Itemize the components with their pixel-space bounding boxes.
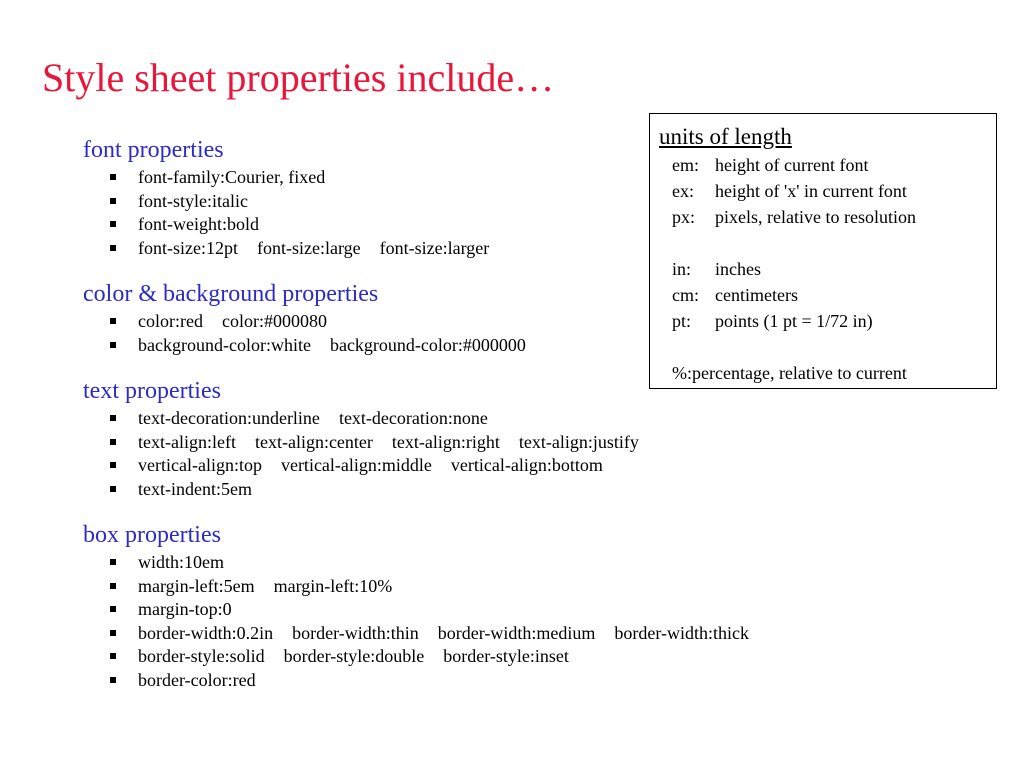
section-heading: text properties (83, 378, 221, 404)
property-value: text-decoration:none (338, 408, 488, 428)
unit-row (659, 204, 996, 230)
unit-abbreviation: cm: (672, 285, 699, 305)
unit-description: points (1 pt = 1/72 in) (715, 311, 873, 331)
property-value: text-align:right (391, 431, 500, 452)
unit-row (659, 256, 996, 282)
square-bullet-icon (110, 174, 116, 180)
square-bullet-icon (110, 439, 116, 445)
property-value: font-family:Courier, fixed (138, 167, 326, 187)
property-value: font-size:large (256, 237, 361, 258)
unit-description: centimeters (715, 285, 798, 305)
square-bullet-icon (110, 677, 116, 683)
square-bullet-icon (110, 486, 116, 492)
property-value: text-align:center (254, 431, 373, 452)
unit-abbreviation: pt: (672, 311, 692, 331)
property-value: text-align:justify (518, 431, 639, 452)
square-bullet-icon (110, 606, 116, 612)
unit-description: inches (715, 259, 761, 279)
property-value: border-style:double (283, 646, 425, 666)
unit-row (659, 282, 996, 308)
unit-abbreviation: ex: (672, 181, 694, 201)
unit-row (659, 308, 996, 334)
property-value: background-color:#000000 (329, 334, 526, 355)
list-item (83, 407, 903, 431)
list-item (83, 575, 903, 599)
square-bullet-icon (110, 653, 116, 659)
list-item (83, 669, 903, 693)
list-item (83, 431, 903, 455)
square-bullet-icon (110, 462, 116, 468)
unit-abbreviation: px: (672, 207, 696, 227)
units-of-length-box (649, 113, 997, 389)
square-bullet-icon (110, 221, 116, 227)
property-value: font-size:12pt (138, 237, 238, 258)
list-item (83, 598, 903, 622)
section-2 (83, 375, 903, 501)
property-value: text-align:left (138, 431, 236, 452)
property-value: border-width:thick (614, 622, 749, 643)
property-value: vertical-align:middle (280, 455, 432, 475)
list-item (83, 454, 903, 478)
unit-abbreviation: %: (672, 363, 692, 383)
unit-abbreviation: in: (672, 259, 692, 279)
unit-description: percentage, relative to current (692, 363, 907, 383)
list-item (83, 622, 903, 646)
property-value: background-color:white (138, 334, 311, 355)
bullet-list (83, 551, 903, 692)
section-3 (83, 519, 903, 692)
property-value: text-decoration:underline (138, 408, 320, 428)
unit-description: height of 'x' in current font (715, 181, 907, 201)
list-item (83, 478, 903, 502)
property-value: color:red (138, 311, 203, 331)
property-value: border-style:solid (138, 646, 265, 666)
property-value: vertical-align:top (138, 455, 262, 475)
unit-row (659, 178, 996, 204)
square-bullet-icon (110, 318, 116, 324)
slide-title: Style sheet properties include… (42, 55, 555, 100)
square-bullet-icon (110, 415, 116, 421)
square-bullet-icon (110, 342, 116, 348)
property-value: margin-left:10% (273, 575, 393, 596)
square-bullet-icon (110, 198, 116, 204)
property-value: border-width:0.2in (138, 622, 274, 643)
group-spacer (659, 230, 996, 256)
property-value: margin-left:5em (138, 575, 255, 596)
property-value: text-indent:5em (138, 478, 252, 499)
unit-description: height of current font (715, 155, 869, 175)
property-value: vertical-align:bottom (450, 455, 603, 475)
unit-row (659, 152, 996, 178)
unit-description: pixels, relative to resolution (715, 207, 916, 227)
square-bullet-icon (110, 583, 116, 589)
property-value: border-width:medium (437, 622, 596, 643)
list-item (83, 551, 903, 575)
unit-abbreviation: em: (672, 155, 699, 175)
property-value: margin-top:0 (138, 599, 232, 619)
property-value: font-style:italic (138, 190, 248, 211)
section-heading: font properties (83, 137, 224, 163)
group-spacer (659, 334, 996, 360)
square-bullet-icon (110, 559, 116, 565)
property-value: border-style:inset (443, 646, 569, 666)
units-box-title: units of length (659, 124, 792, 149)
property-value: font-size:larger (379, 237, 490, 258)
property-value: border-width:thin (292, 622, 419, 643)
section-heading: box properties (83, 522, 221, 548)
square-bullet-icon (110, 630, 116, 636)
section-heading: color & background properties (83, 281, 379, 307)
property-value: border-color:red (138, 669, 256, 690)
unit-row (659, 360, 996, 386)
square-bullet-icon (110, 245, 116, 251)
bullet-list (83, 407, 903, 501)
property-value: width:10em (138, 552, 224, 572)
list-item (83, 645, 903, 669)
property-value: font-weight:bold (138, 214, 259, 234)
property-value: color:#000080 (221, 311, 327, 331)
